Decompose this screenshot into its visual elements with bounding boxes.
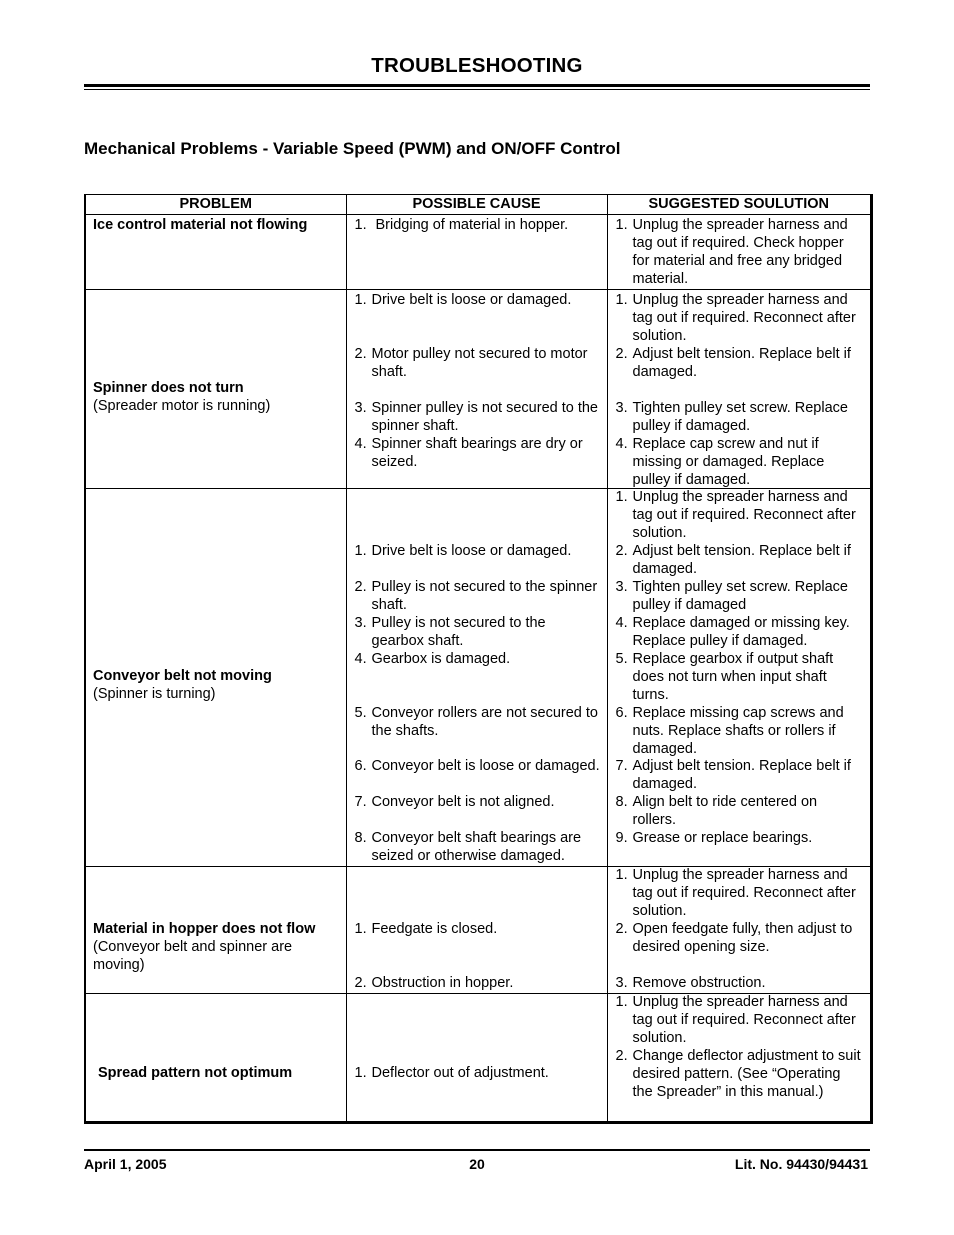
column-header-solution: SUGGESTED SOULUTION xyxy=(607,195,870,215)
list-item: 6. Conveyor belt is loose or damaged. xyxy=(354,758,600,774)
problem-cell xyxy=(86,489,346,867)
problem-title: Ice control material not flowing xyxy=(93,217,308,233)
problem-title: Spread pattern not optimum xyxy=(98,1065,293,1081)
list-item: 2. Pulley is not secured to the spinner shaft. xyxy=(354,579,598,613)
problem-note: (Spreader motor is running) xyxy=(93,398,271,414)
cause-cell xyxy=(346,489,607,867)
list-item: 1. Bridging of material in hopper. xyxy=(354,217,569,233)
solution-cell xyxy=(607,489,870,867)
list-item: 4. Replace damaged or missing key. Replace pulley if damaged. xyxy=(615,615,850,649)
list-item: 6. Replace missing cap screws and nuts. Replace shafts or rollers if damaged. xyxy=(615,705,844,757)
list-item: 4. Replace cap screw and nut if missing or damaged. Replace pulley if damaged. xyxy=(615,436,825,488)
problem-note: (Spinner is turning) xyxy=(93,686,216,702)
cause-cell xyxy=(346,867,607,994)
table-header-row xyxy=(86,195,870,215)
footer-rule xyxy=(84,1149,870,1151)
column-header-cause: POSSIBLE CAUSE xyxy=(346,195,607,215)
list-item: 3. Remove obstruction. xyxy=(615,975,766,991)
list-item: 1. Unplug the spreader harness and tag out if required. Check hopper for material and free any bridged material. xyxy=(615,217,848,287)
page-title: TROUBLESHOOTING xyxy=(371,54,583,77)
table-row xyxy=(86,215,870,290)
problem-cell xyxy=(86,290,346,489)
list-item: 1. Feedgate is closed. xyxy=(354,921,498,937)
list-item: 3. Tighten pulley set screw. Replace pulley if damaged. xyxy=(615,400,848,434)
problem-cell xyxy=(86,867,346,994)
list-item: 5. Conveyor rollers are not secured to the shafts. xyxy=(354,705,598,739)
troubleshooting-table-frame xyxy=(84,194,873,1124)
cause-cell xyxy=(346,290,607,489)
list-item: 4. Spinner shaft bearings are dry or seized. xyxy=(354,436,583,470)
problem-title: Spinner does not turn xyxy=(93,380,244,396)
list-item: 2. Open feedgate fully, then adjust to desired opening size. xyxy=(615,921,853,955)
table-row xyxy=(86,867,870,994)
list-item: 2. Obstruction in hopper. xyxy=(354,975,514,991)
list-item: 2. Adjust belt tension. Replace belt if damaged. xyxy=(615,346,851,380)
list-item: 9. Grease or replace bearings. xyxy=(615,830,813,846)
list-item: 3. Pulley is not secured to the gearbox shaft. xyxy=(354,615,546,649)
table-row xyxy=(86,489,870,867)
table-row xyxy=(86,290,870,489)
troubleshooting-table xyxy=(86,195,870,1121)
list-item: 1. Unplug the spreader harness and tag out if required. Reconnect after solution. xyxy=(615,489,856,541)
cause-cell xyxy=(346,994,607,1122)
solution-cell xyxy=(607,290,870,489)
problem-title: Conveyor belt not moving xyxy=(93,668,272,684)
list-item: 7. Adjust belt tension. Replace belt if damaged. xyxy=(615,758,851,792)
list-item: 1. Unplug the spreader harness and tag out if required. Reconnect after solution. xyxy=(615,867,856,919)
problem-cell xyxy=(86,215,346,290)
list-item: 1. Unplug the spreader harness and tag out if required. Reconnect after solution. xyxy=(615,292,856,344)
list-item: 1. Unplug the spreader harness and tag out if required. Reconnect after solution. xyxy=(615,994,856,1046)
problem-cell xyxy=(86,994,346,1122)
footer-page-number: 20 xyxy=(469,1156,485,1172)
list-item: 8. Align belt to ride centered on rollers. xyxy=(615,794,818,828)
footer-lit-number: Lit. No. 94430/94431 xyxy=(734,1156,868,1172)
header-rule-thick xyxy=(84,84,870,87)
list-item: 7. Conveyor belt is not aligned. xyxy=(354,794,555,810)
problem-note: (Conveyor belt and spinner are moving) xyxy=(93,939,293,973)
list-item: 5. Replace gearbox if output shaft does not turn when input shaft turns. xyxy=(615,651,834,703)
solution-cell xyxy=(607,994,870,1122)
list-item: 4. Gearbox is damaged. xyxy=(354,651,511,667)
footer-date: April 1, 2005 xyxy=(84,1156,167,1172)
cause-cell xyxy=(346,215,607,290)
list-item: 2. Motor pulley not secured to motor shaft. xyxy=(354,346,588,380)
column-header-problem: PROBLEM xyxy=(86,195,346,215)
list-item: 3. Spinner pulley is not secured to the spinner shaft. xyxy=(354,400,598,434)
solution-cell xyxy=(607,867,870,994)
table-row xyxy=(86,994,870,1122)
list-item: 8. Conveyor belt shaft bearings are seized or otherwise damaged. xyxy=(354,830,582,864)
list-item: 1. Drive belt is loose or damaged. xyxy=(354,543,572,559)
section-title: Mechanical Problems - Variable Speed (PWM) and ON/OFF Control xyxy=(84,139,621,158)
problem-title: Material in hopper does not flow xyxy=(93,921,316,937)
list-item: 2. Change deflector adjustment to suit desired pattern. (See “Operating the Spreader” in this manual.) xyxy=(615,1048,861,1100)
list-item: 1. Deflector out of adjustment. xyxy=(354,1065,549,1081)
header-rule-thin xyxy=(84,89,870,90)
list-item: 3. Tighten pulley set screw. Replace pulley if damaged xyxy=(615,579,848,613)
solution-cell xyxy=(607,215,870,290)
list-item: 1. Drive belt is loose or damaged. xyxy=(354,292,572,308)
list-item: 2. Adjust belt tension. Replace belt if damaged. xyxy=(615,543,851,577)
